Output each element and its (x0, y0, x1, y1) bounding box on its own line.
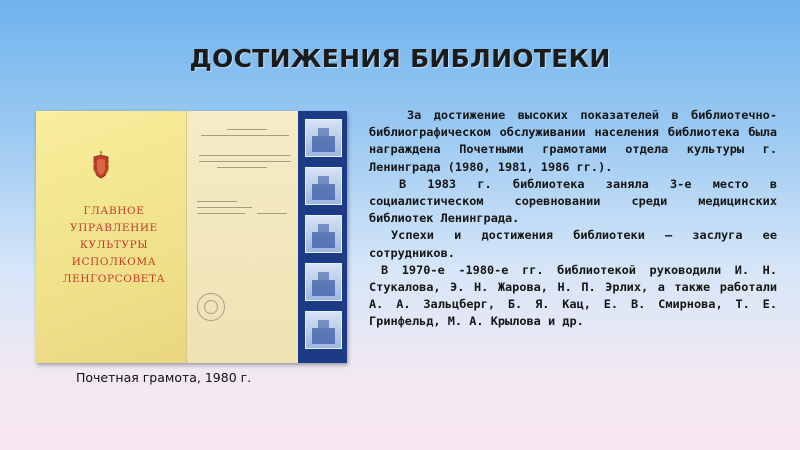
honorary-diploma-image (36, 111, 347, 363)
achievements-text (369, 107, 777, 331)
paragraph: За достижение высоких показателей в библиотечно-библиографическом обслуживании населения библиотека была награждена Почетными грамотами отдела культуры г. Ленинграда (1980, 1981, 1986 гг.). (369, 108, 777, 174)
city-view-icon (305, 119, 342, 157)
image-caption: Почетная грамота, 1980 г. (76, 370, 252, 385)
diploma-cover (36, 111, 186, 363)
city-view-icon (305, 311, 342, 349)
diploma-cover-org-text: ГЛАВНОЕ УПРАВЛЕНИЕ КУЛЬТУРЫ ИСПОЛКОМА ЛЕНГОРСОВЕТА (62, 205, 166, 285)
city-view-icon (305, 167, 342, 205)
city-view-icon (305, 215, 342, 253)
diploma-seal-stamp (197, 293, 225, 321)
diploma-blue-strip (298, 111, 347, 363)
diploma-inner-page (186, 111, 299, 363)
coat-of-arms-icon (91, 149, 111, 179)
paragraph: В 1970-е -1980-е гг. библиотекой руководили И. Н. Стукалова, Э. Н. Жарова, Н. П. Эрлих, а также работали А. А. Зальцберг, Б. Я. Кац, Е. В. Смирнова, Т. Е. Гринфельд, М. А. Крылова и др. (369, 262, 777, 329)
page-title: ДОСТИЖЕНИЯ БИБЛИОТЕКИ (189, 44, 611, 73)
paragraph: Успехи и достижения библиотеки – заслуга ее сотрудников. (369, 228, 777, 260)
city-view-icon (305, 263, 342, 301)
paragraph: В 1983 г. библиотека заняла 3-е место в социалистическом соревновании среди медицинских библиотек Ленинграда. (369, 176, 777, 226)
